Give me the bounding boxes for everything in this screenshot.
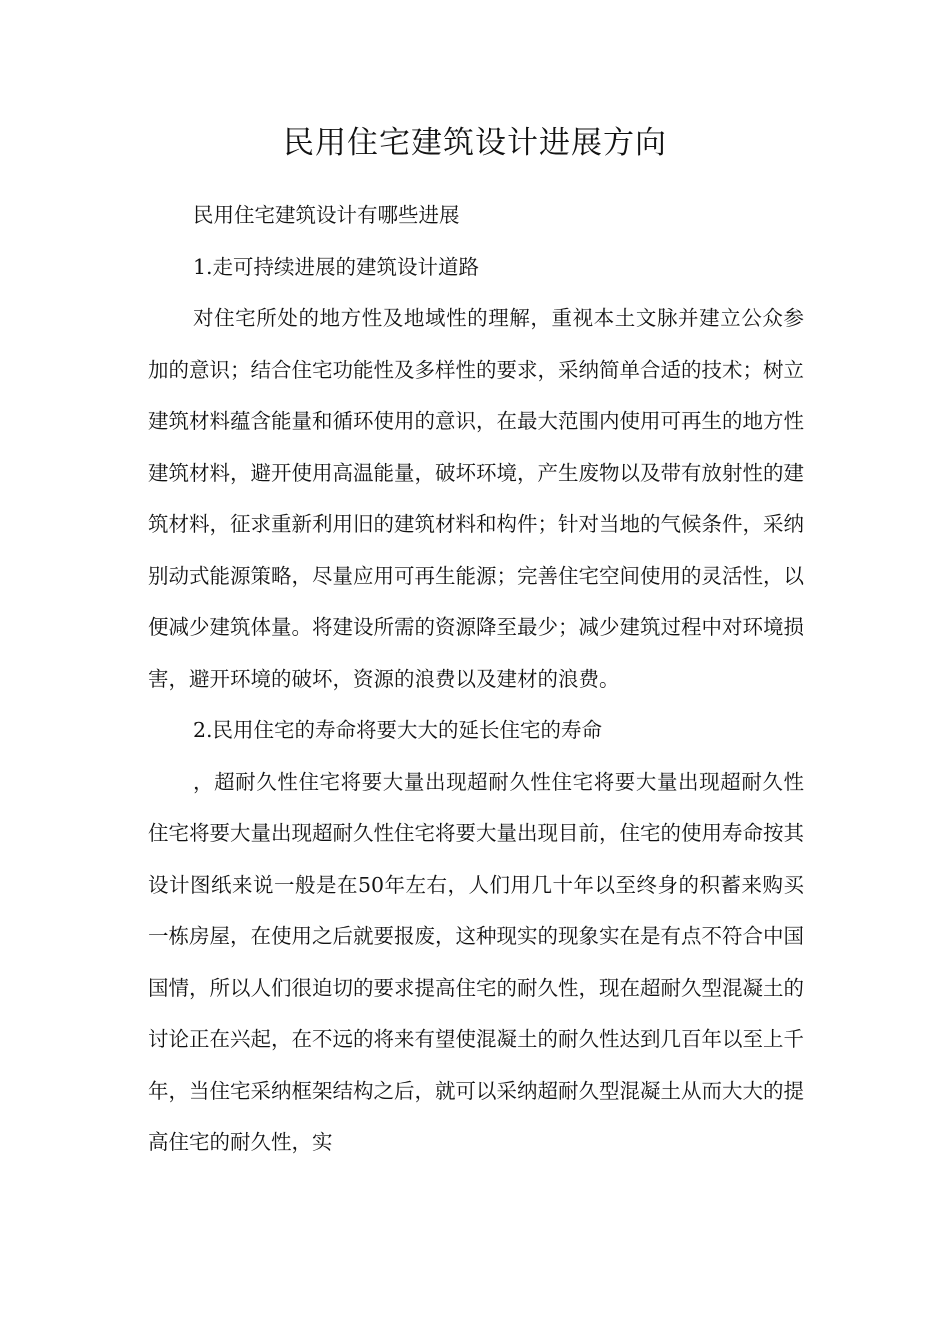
paragraph-section-2: ，超耐久性住宅将要大量出现超耐久性住宅将要大量出现超耐久性住宅将要大量出现超耐久性住宅将要大量出现目前，住宅的使用寿命按其设计图纸来说一般是在50年左右，人们用几十年以至终身的积蓄来购买一栋房屋，在使用之后就要报废，这种现实的现象实在是有点不符合中国国情，所以人们很迫切的要求提高住宅的耐久性，现在超耐久型混凝土的讨论正在兴起，在不远的将来有望使混凝土的耐久性达到几百年以至上千年，当住宅采纳框架结构之后，就可以采纳超耐久型混凝土从而大大的提高住宅的耐久性，实 [148,769,804,1154]
heading-section-2: 2.民用住宅的寿命将要大大的延长住宅的寿命 [193,718,603,742]
heading-section-1: 1.走可持续进展的建筑设计道路 [193,254,480,279]
paragraph-intro: 民用住宅建筑设计有哪些进展 [193,203,460,227]
document-title: 民用住宅建筑设计进展方向 [283,125,667,161]
document-body [148,190,804,1169]
paragraph-section-1: 对住宅所处的地方性及地域性的理解，重视本土文脉并建立公众参加的意识；结合住宅功能性及多样性的要求，采纳简单合适的技术；树立建筑材料蕴含能量和循环使用的意识，在最大范围内使用可再生的地方性建筑材料，避开使用高温能量，破坏环境，产生废物以及带有放射性的建筑材料，征求重新利用旧的建筑材料和构件；针对当地的气候条件，采纳别动式能源策略，尽量应用可再生能源；完善住宅空间使用的灵活性，以便减少建筑体量。将建设所需的资源降至最少；减少建筑过程中对环境损害，避开环境的破坏，资源的浪费以及建材的浪费。 [148,306,804,691]
